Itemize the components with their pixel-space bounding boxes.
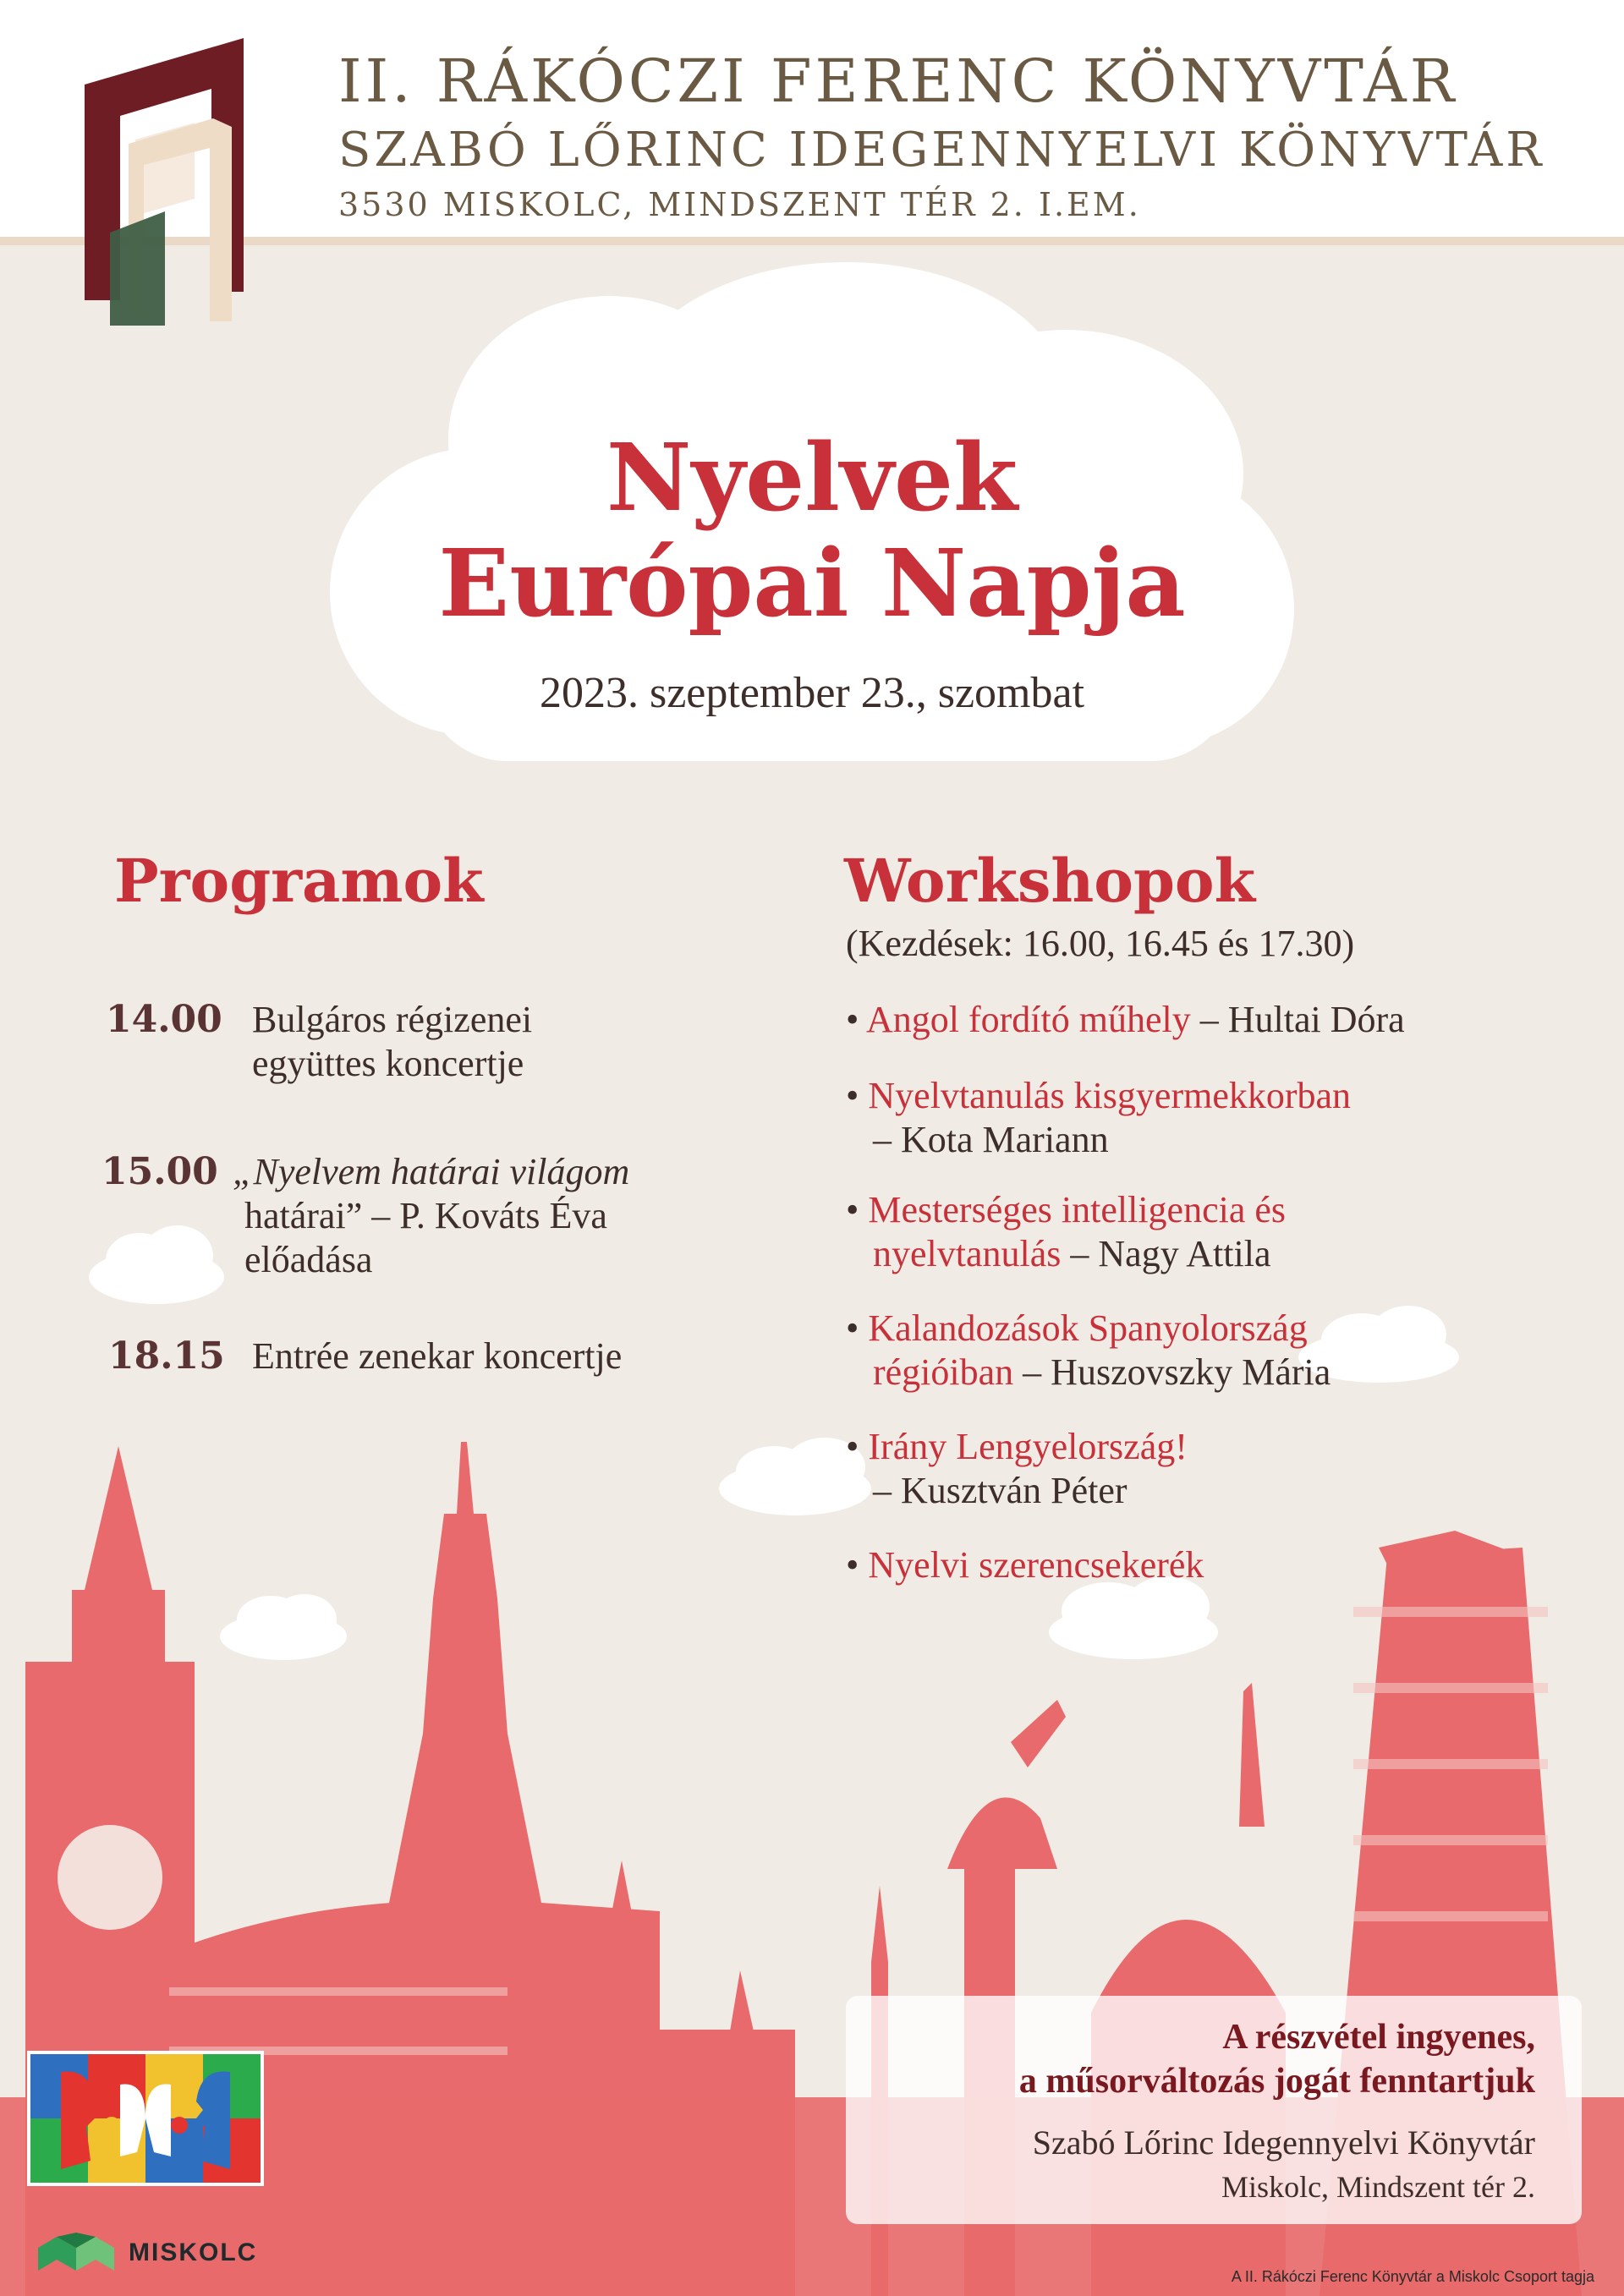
- program-description: [252, 1334, 622, 1378]
- header-address: 3530 MISKOLC, MINDSZENT TÉR 2. I.EM.: [338, 186, 1141, 223]
- program-time: 14.00: [106, 998, 222, 1041]
- program-line: Entrée zenekar koncertje: [252, 1335, 623, 1377]
- venue-address: Miskolc, Mindszent tér 2.: [1221, 2170, 1535, 2204]
- program-line: határai” – P. Kováts Éva: [244, 1195, 607, 1236]
- program-description: [233, 1150, 629, 1282]
- workshop-item: • Nyelvtanulás kisgyermekkorban – Kota Mariann: [846, 1075, 1352, 1160]
- program-time: 18.15: [108, 1334, 225, 1378]
- workshop-title: Nyelvi szerencsekerék: [868, 1544, 1204, 1586]
- workshop-title: régióiban: [873, 1351, 1014, 1393]
- program-description: [252, 998, 532, 1086]
- workshop-presenter: – Nagy Attila: [1061, 1233, 1271, 1274]
- workshop-item: • Mesterséges intelligencia és nyelvtanulás – Nagy Attila: [846, 1189, 1287, 1274]
- workshop-title: Nyelvtanulás kisgyermekkorban: [868, 1075, 1352, 1116]
- header-library-name: II. RÁKÓCZI FERENC KÖNYVTÁR: [338, 47, 1458, 116]
- skyline-details: [169, 1607, 1548, 2055]
- workshops-heading: Workshopok: [844, 846, 1256, 916]
- workshop-presenter: – Kota Mariann: [873, 1119, 1109, 1160]
- miskolc-logo-icon: [38, 2233, 114, 2275]
- european-day-of-languages-logo: [27, 2051, 264, 2186]
- header-department-name: SZABÓ LŐRINC IDEGENNYELVI KÖNYVTÁR: [338, 123, 1545, 178]
- workshop-title: nyelvtanulás: [873, 1233, 1062, 1274]
- big-ben-spire: [85, 1446, 152, 1590]
- program-time: 15.00: [102, 1150, 218, 1193]
- program-line: Bulgáros régizenei: [252, 999, 533, 1040]
- workshop-title: Mesterséges intelligencia és: [868, 1189, 1287, 1230]
- workshops-start-times: (Kezdések: 16.00, 16.45 és 17.30): [846, 923, 1355, 964]
- library-logo: [85, 38, 254, 326]
- program-line: előadása: [244, 1239, 373, 1280]
- event-title-line2: Európai Napja: [438, 529, 1186, 638]
- workshop-item: • Nyelvi szerencsekerék: [846, 1544, 1204, 1586]
- workshop-title: Kalandozások Spanyolország: [868, 1307, 1308, 1349]
- workshop-item: • Irány Lengyelország! – Kusztván Péter: [846, 1426, 1188, 1511]
- footer-note: A II. Rákóczi Ferenc Könyvtár a Miskolc Csoport tagja: [1231, 2268, 1594, 2285]
- free-entry-note: A részvétel ingyenes,: [1222, 2018, 1535, 2057]
- workshop-presenter: – Kusztván Péter: [873, 1470, 1127, 1511]
- workshop-title: Angol fordító műhely: [865, 999, 1191, 1040]
- program-line: együttes koncertje: [252, 1043, 524, 1084]
- programs-heading: Programok: [114, 846, 484, 916]
- event-title-line1: Nyelvek: [606, 423, 1018, 532]
- workshop-presenter: – Hultai Dóra: [1190, 999, 1405, 1040]
- program-line: „Nyelvem határai világom: [233, 1151, 630, 1192]
- workshop-item: • Kalandozások Spanyolország régióiban – Huszovszky Mária: [846, 1307, 1331, 1393]
- workshop-presenter: – Huszovszky Mária: [1013, 1351, 1331, 1393]
- program-change-note: a műsorváltozás jogát fenntartjuk: [1018, 2062, 1535, 2101]
- event-date: 2023. szeptember 23., szombat: [539, 669, 1085, 717]
- miskolc-wordmark: MISKOLC: [129, 2238, 258, 2266]
- venue-name: Szabó Lőrinc Idegennyelvi Könyvtár: [1032, 2123, 1535, 2162]
- workshop-item: • Angol fordító műhely – Hultai Dóra: [846, 999, 1405, 1040]
- workshop-title: Irány Lengyelország!: [868, 1426, 1188, 1467]
